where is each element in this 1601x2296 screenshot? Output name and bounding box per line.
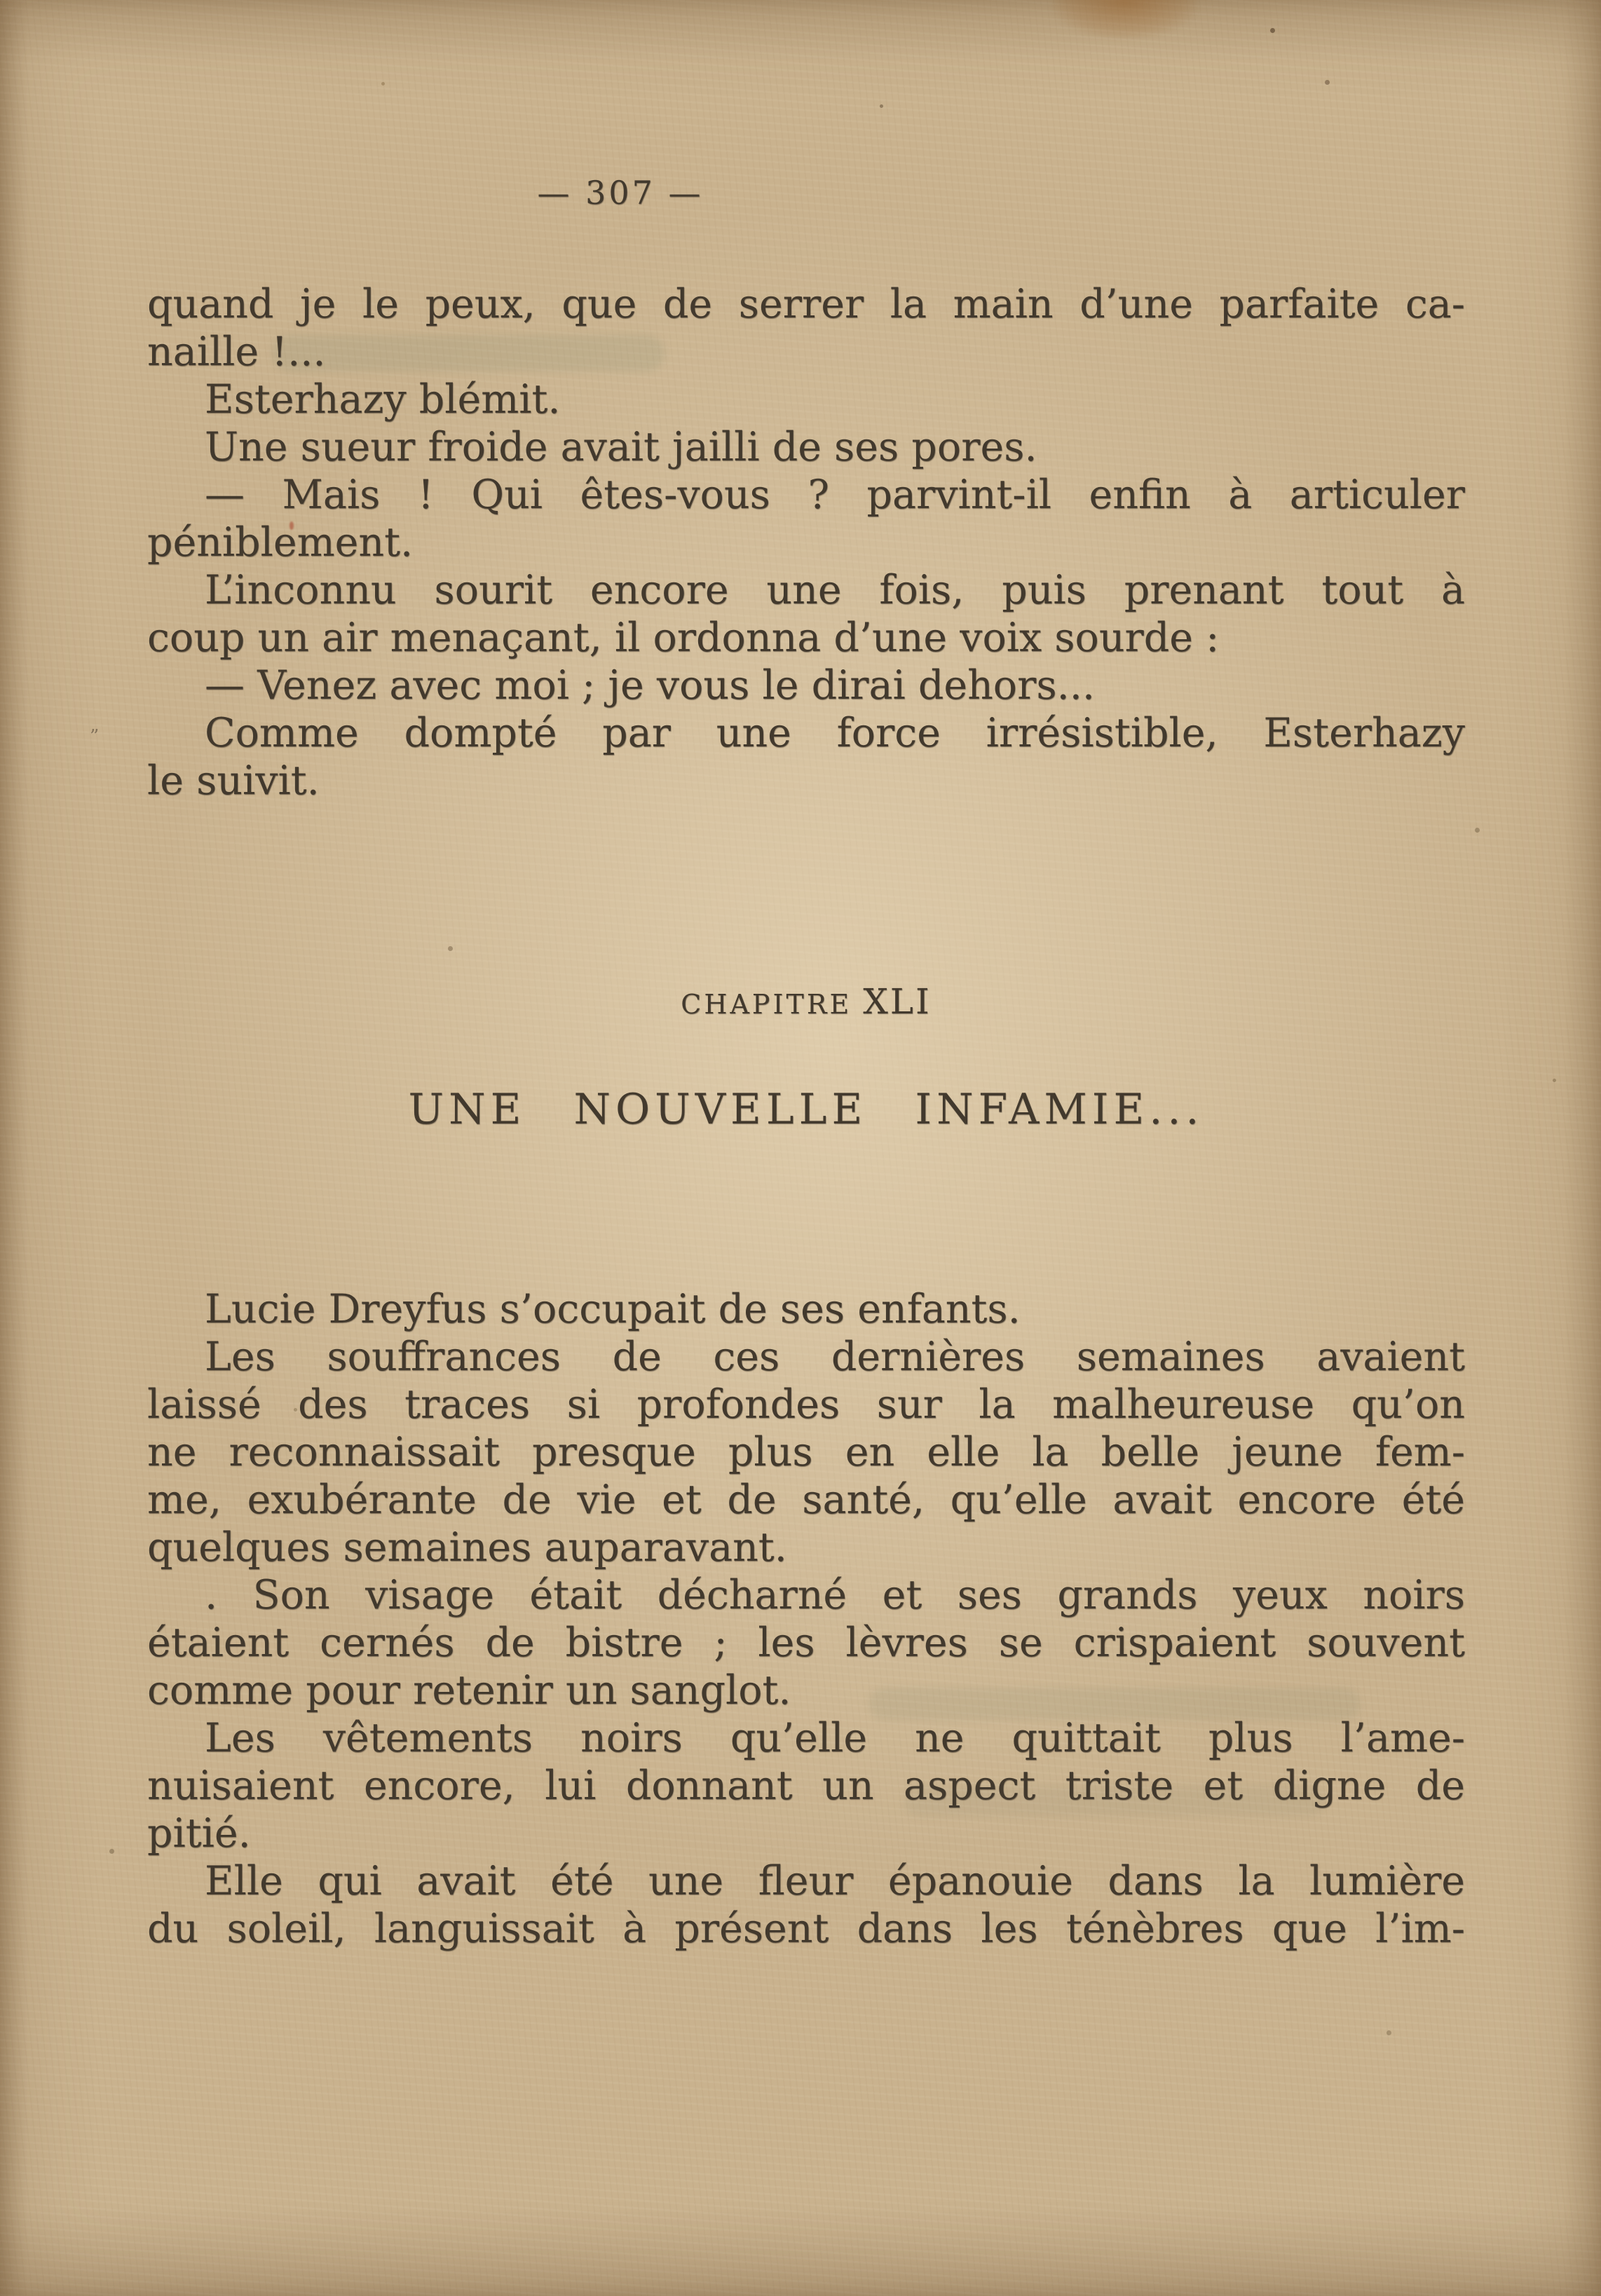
paragraph xyxy=(147,566,1465,662)
text-line: du soleil, languissait à présent dans les ténèbres que l’im- xyxy=(147,1906,1465,1952)
text-line: ne reconnaissait presque plus en elle la belle jeune fem- xyxy=(147,1429,1465,1475)
paragraph xyxy=(147,471,1465,566)
paper-specks xyxy=(0,0,2,2)
paragraph xyxy=(147,423,1465,471)
ink-stain xyxy=(1051,0,1199,39)
paragraph xyxy=(147,709,1465,805)
chapter-heading xyxy=(147,976,1465,1028)
paragraph xyxy=(147,280,1465,376)
text-line: le suivit. xyxy=(147,758,320,804)
margin-mark: ” xyxy=(90,726,100,747)
text-line: nuisaient encore, lui donnant un aspect triste et digne de xyxy=(147,1763,1465,1809)
paragraph xyxy=(147,1571,1465,1714)
page-number: — 307 — xyxy=(537,174,704,212)
page-text-block xyxy=(147,280,1465,1953)
chapter-label: CHAPITRE xyxy=(681,989,852,1020)
text-line: . Son visage était décharné et ses grands yeux noirs xyxy=(205,1572,1465,1618)
text-line: L’inconnu sourit encore une fois, puis prenant tout à xyxy=(205,567,1465,613)
text-line: naille !... xyxy=(147,329,326,375)
text-line: Esterhazy blémit. xyxy=(205,376,561,423)
paragraph xyxy=(147,1285,1465,1333)
paragraph xyxy=(147,1857,1465,1953)
paragraph xyxy=(147,1333,1465,1571)
text-line: Les vêtements noirs qu’elle ne quittait plus l’ame- xyxy=(205,1715,1465,1761)
text-line: péniblement. xyxy=(147,519,414,566)
text-line: Les souffrances de ces dernières semaines avaient xyxy=(205,1334,1465,1380)
text-line: laissé des traces si profondes sur la malheureuse qu’on xyxy=(147,1381,1465,1428)
text-line: me, exubérante de vie et de santé, qu’elle avait encore été xyxy=(147,1477,1465,1523)
text-line: comme pour retenir un sanglot. xyxy=(147,1667,791,1714)
text-line: Une sueur froide avait jailli de ses pores. xyxy=(205,424,1037,470)
text-line: Elle qui avait été une fleur épanouie dans la lumière xyxy=(205,1858,1465,1904)
text-line: pitié. xyxy=(147,1810,251,1857)
text-line: — Venez avec moi ; je vous le dirai dehors... xyxy=(205,662,1095,709)
text-line: étaient cernés de bistre ; les lèvres se crispaient souvent xyxy=(147,1620,1465,1666)
text-line: Comme dompté par une force irrésistible, Esterhazy xyxy=(205,710,1465,756)
paragraphs-bottom xyxy=(147,1285,1465,1953)
text-line: Lucie Dreyfus s’occupait de ses enfants. xyxy=(205,1286,1021,1332)
paragraph xyxy=(147,1714,1465,1857)
chapter-numeral: XLI xyxy=(863,981,932,1022)
chapter-title: UNE NOUVELLE INFAMIE... xyxy=(408,1085,1204,1134)
text-line: coup un air menaçant, il ordonna d’une voix sourde : xyxy=(147,615,1220,661)
text-line: quelques semaines auparavant. xyxy=(147,1524,787,1571)
text-line: quand je le peux, que de serrer la main d’une parfaite ca- xyxy=(147,281,1465,327)
text-line: — Mais ! Qui êtes-vous ? parvint-il enfin à articuler xyxy=(205,472,1465,518)
paragraph xyxy=(147,662,1465,709)
paragraphs-top xyxy=(147,280,1465,805)
paragraph xyxy=(147,376,1465,423)
